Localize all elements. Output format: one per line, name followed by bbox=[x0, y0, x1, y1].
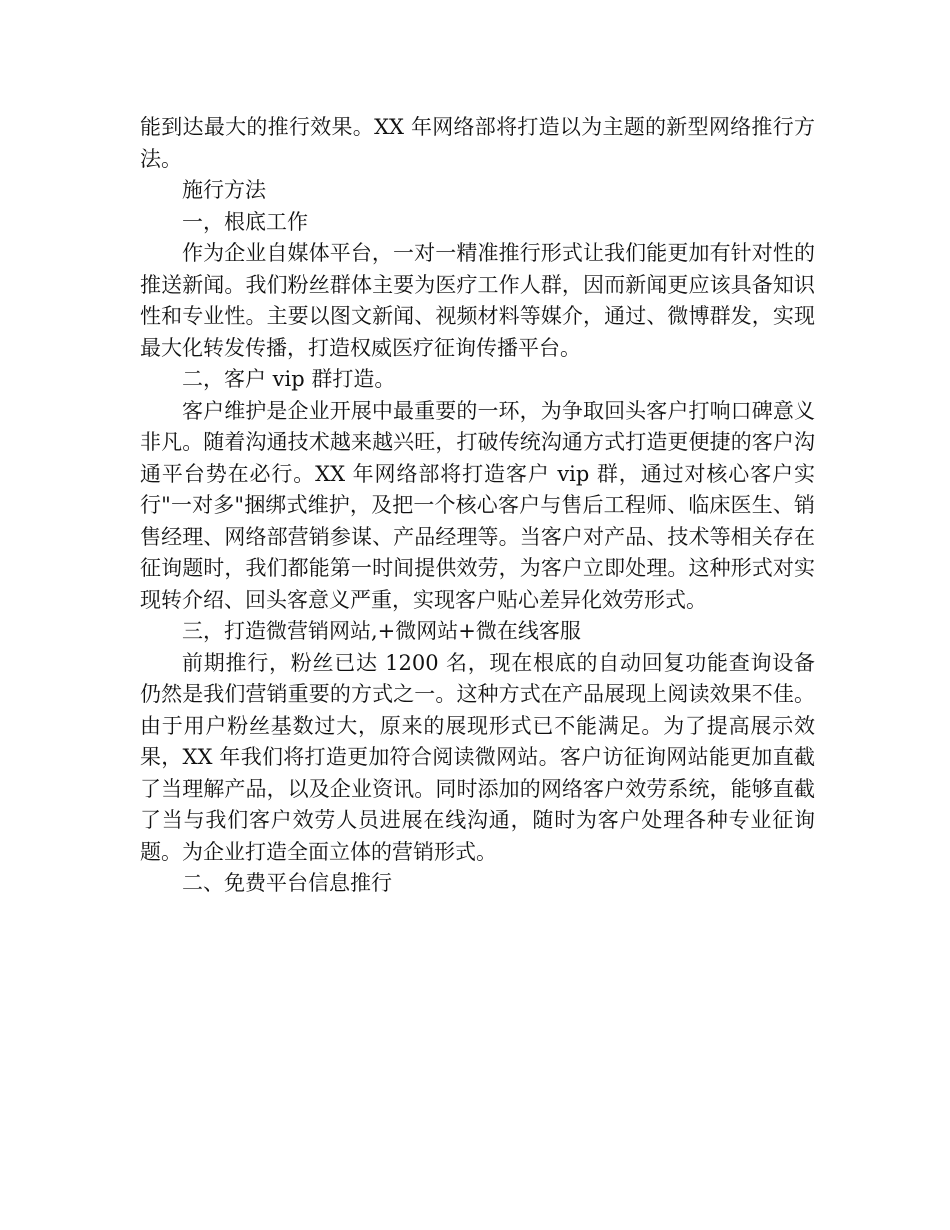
heading-basic-work: 一，根底工作 bbox=[182, 209, 308, 234]
heading-free-platform: 二、免费平台信息推行 bbox=[182, 871, 392, 895]
heading-micro-marketing-site: 三，打造微营销网站,+微网站+微在线客服 bbox=[182, 619, 581, 643]
paragraph-micro-marketing-site: 前期推行，粉丝已达 1200 名，现在根底的自动回复功能查询设备仍然是我们营销重要的方式之一。这种方式在产品展现上阅读效果不佳。由于用户粉丝基数过大，原来的展现形式已不能满足。为了提高展示效果，XX 年我们将打造更加符合阅读微网站。客户访征询网站能更加直截了当理解产品，以及企业资讯。同时添加的网络客户效劳系统，能够直截了当与我们客户效劳人员进展在线沟通，随时为客户处理各种专业征询题。为企业打造全面立体的营销形式。 bbox=[140, 650, 815, 864]
document-body bbox=[140, 112, 815, 900]
paragraph-continuation: 能到达最大的推行效果。XX 年网络部将打造以为主题的新型网络推行方法。 bbox=[140, 115, 815, 171]
paragraph-vip-group: 客户维护是企业开展中最重要的一环，为争取回头客户打响口碑意义非凡。随着沟通技术越来越兴旺，打破传统沟通方式打造更便捷的客户沟通平台势在必行。XX 年网络部将打造客户 vip 群，通过对核心客户实行"一对多"捆绑式维护，及把一个核心客户与售后工程师、临床医生、销售经理、网络部营销参谋、产品经理等。当客户对产品、技术等相关存在征询题时，我们都能第一时间提供效劳，为客户立即处理。这种形式对实现转介绍、回头客意义严重，实现客户贴心差异化效劳形式。 bbox=[140, 398, 815, 612]
heading-implementation-method: 施行方法 bbox=[182, 178, 266, 202]
heading-vip-group: 二，客户 vip 群打造。 bbox=[182, 367, 396, 391]
paragraph-basic-work: 作为企业自媒体平台，一对一精准推行形式让我们能更加有针对性的推送新闻。我们粉丝群体主要为医疗工作人群，因而新闻更应该具备知识性和专业性。主要以图文新闻、视频材料等媒介，通过、微博群发，实现最大化转发传播，打造权威医疗征询传播平台。 bbox=[140, 241, 815, 360]
